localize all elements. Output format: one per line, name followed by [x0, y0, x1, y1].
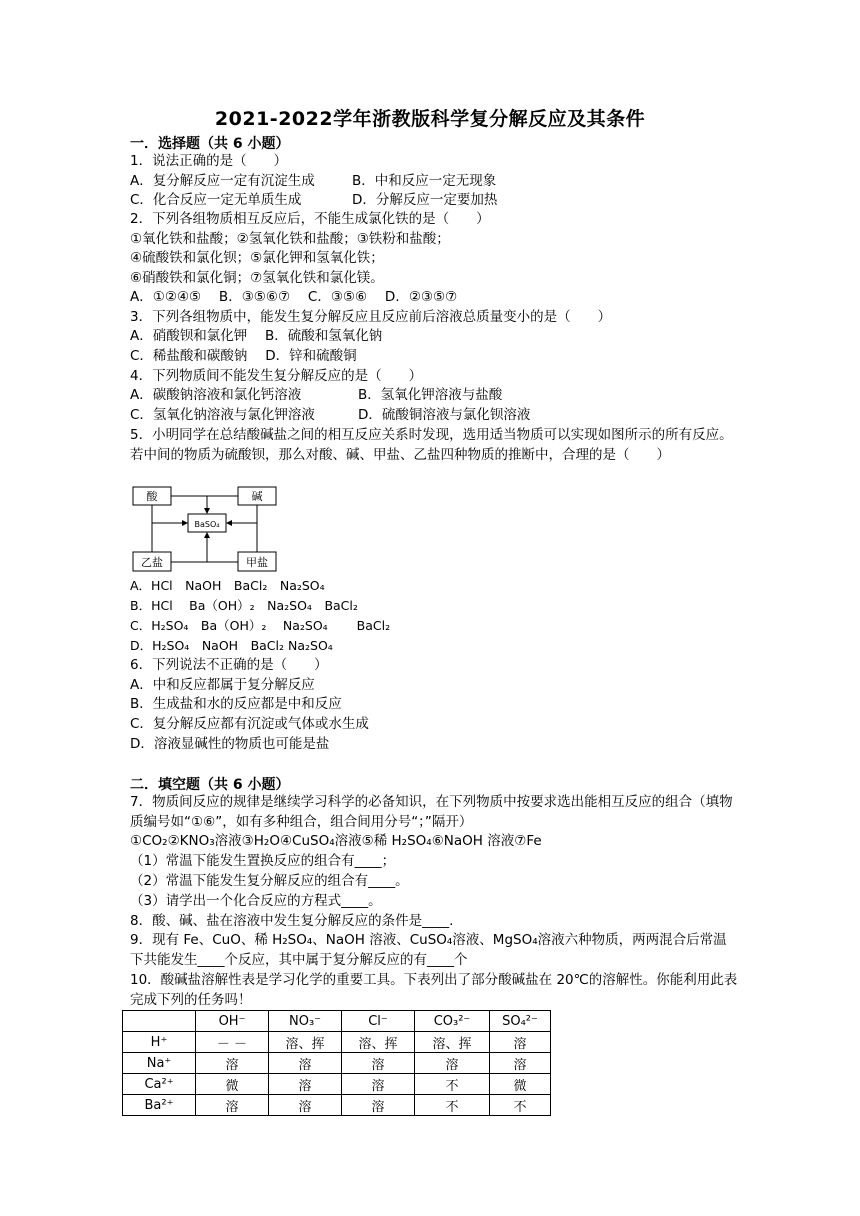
table-cell: 溶 [342, 1095, 415, 1116]
table-cell: 溶 [196, 1095, 269, 1116]
table-row-header: Na⁺ [123, 1053, 196, 1074]
table-header-cell: Cl⁻ [342, 1011, 415, 1032]
table-cell: 微 [196, 1074, 269, 1095]
table-cell: 溶 [490, 1032, 551, 1053]
q2-line-3: ⑥硝酸铁和氯化铜；⑦氢氧化铁和氯化镁。 [130, 270, 384, 286]
q3-options-ab: A．硝酸钡和氯化钾 B．硫酸和氢氧化钠 [130, 328, 383, 344]
section-fill-heading: 二．填空题（共 6 小题） [130, 777, 290, 793]
table-cell: 溶 [342, 1074, 415, 1095]
diagram-label-acid: 酸 [146, 490, 158, 503]
q3-options-cd: C．稀盐酸和碳酸钠 D．锌和硫酸铜 [130, 348, 357, 364]
q10-stem: 10．酸碱盐溶解性表是学习化学的重要工具。下表列出了部分酸碱盐在 20℃的溶解性。你能利用此表完成下列的任务吗！ [130, 972, 738, 1008]
q1-option-d: D．分解反应一定要加热 [352, 192, 498, 208]
q1-option-b: B．中和反应一定无现象 [352, 173, 497, 189]
q6-option-d: D．溶液显碱性的物质也可能是盐 [130, 736, 330, 752]
diagram-label-salt-b: 乙盐 [141, 556, 163, 569]
table-cell: 溶 [269, 1095, 342, 1116]
diagram-label-salt-a: 甲盐 [246, 556, 268, 569]
table-row-header: Ba²⁺ [123, 1095, 196, 1116]
q6-stem: 6．下列说法不正确的是（ ） [130, 657, 328, 673]
diagram-label-base: 碱 [251, 490, 263, 503]
q2-stem: 2．下列各组物质相互反应后，不能生成氯化铁的是（ ） [130, 211, 490, 227]
q6-option-b: B．生成盐和水的反应都是中和反应 [130, 696, 342, 712]
table-row [123, 1095, 551, 1116]
q8-stem: 8．酸、碱、盐在溶液中发生复分解反应的条件是____. [130, 913, 454, 929]
q5-option-b: B．HCl Ba（OH）₂ Na₂SO₄ BaCl₂ [130, 598, 358, 613]
q5-option-a: A．HCl NaOH BaCl₂ Na₂SO₄ [130, 578, 325, 593]
q4-option-b: B．氢氧化钾溶液与盐酸 [358, 387, 503, 403]
q1-option-a: A．复分解反应一定有沉淀生成 [130, 173, 315, 189]
table-cell: 不 [415, 1095, 490, 1116]
q6-option-c: C．复分解反应都有沉淀或气体或水生成 [130, 716, 369, 732]
table-cell [123, 1011, 196, 1032]
table-row-header: Ca²⁺ [123, 1074, 196, 1095]
page-title: 2021-2022学年浙教版科学复分解反应及其条件 [214, 108, 646, 130]
q1-option-c: C．化合反应一定无单质生成 [130, 192, 302, 208]
table-header-cell: NO₃⁻ [269, 1011, 342, 1032]
table-row [123, 1032, 551, 1053]
q2-options: A．①②④⑤ B．③⑤⑥⑦ C．③⑤⑥ D．②③⑤⑦ [130, 289, 458, 305]
q1-stem: 1．说法正确的是（ ） [130, 153, 288, 169]
table-cell: － － [196, 1032, 269, 1053]
q4-stem: 4．下列物质间不能发生复分解反应的是（ ） [130, 368, 423, 384]
table-cell: 溶 [269, 1074, 342, 1095]
table-cell: 溶、挥 [342, 1032, 415, 1053]
reaction-diagram [130, 484, 278, 574]
table-cell: 溶 [196, 1053, 269, 1074]
solubility-table [122, 1010, 551, 1116]
table-row-header: H⁺ [123, 1032, 196, 1053]
table-row [123, 1074, 551, 1095]
q4-option-c: C．氢氧化钠溶液与氯化钾溶液 [130, 407, 315, 423]
q7-part-1: （1）常温下能发生置换反应的组合有____； [130, 853, 396, 869]
q4-option-a: A．碳酸钠溶液和氯化钙溶液 [130, 387, 302, 403]
table-header-cell: CO₃²⁻ [415, 1011, 490, 1032]
q2-line-1: ①氧化铁和盐酸；②氢氧化铁和盐酸；③铁粉和盐酸； [130, 231, 450, 247]
table-row [123, 1053, 551, 1074]
q5-stem: 5．小明同学在总结酸碱盐之间的相互反应关系时发现，选用适当物质可以实现如图所示的所有反应。若中间的物质为硫酸钡，那么对酸、碱、甲盐、乙盐四种物质的推断中，合理的是（ ） [130, 427, 733, 463]
table-cell: 溶、挥 [269, 1032, 342, 1053]
table-header-cell: SO₄²⁻ [490, 1011, 551, 1032]
q3-stem: 3．下列各组物质中，能发生复分解反应且反应前后溶液总质量变小的是（ ） [130, 309, 612, 325]
q9-stem: 9．现有 Fe、CuO、稀 H₂SO₄、NaOH 溶液、CuSO₄溶液、MgSO₄溶液六种物质，两两混合后常温下共能发生____个反应，其中属于复分解反应的有____个 [130, 932, 727, 968]
section-choice-heading: 一．选择题（共 6 小题） [130, 136, 290, 152]
q7-part-3: （3）请学出一个化合反应的方程式____。 [130, 893, 382, 909]
q6-option-a: A．中和反应都属于复分解反应 [130, 677, 315, 693]
q5-option-c: C．H₂SO₄ Ba（OH）₂ Na₂SO₄ BaCl₂ [130, 618, 391, 633]
table-cell: 不 [415, 1074, 490, 1095]
table-cell: 微 [490, 1074, 551, 1095]
table-cell: 溶、挥 [415, 1032, 490, 1053]
q7-substances: ①CO₂②KNO₃溶液③H₂O④CuSO₄溶液⑤稀 H₂SO₄⑥NaOH 溶液⑦Fe [130, 833, 542, 849]
table-cell: 溶 [342, 1053, 415, 1074]
q7-part-2: （2）常温下能发生复分解反应的组合有____。 [130, 873, 409, 889]
table-cell: 溶 [269, 1053, 342, 1074]
table-cell: 溶 [415, 1053, 490, 1074]
q7-stem: 7．物质间反应的规律是继续学习科学的必备知识，在下列物质中按要求选出能相互反应的组合（填物质编号如“①⑥”，如有多种组合，组合间用分号“；”隔开） [130, 794, 733, 830]
table-cell: 溶 [490, 1053, 551, 1074]
table-cell: 不 [490, 1095, 551, 1116]
q4-option-d: D．硫酸铜溶液与氯化钡溶液 [358, 407, 531, 423]
q2-line-2: ④硫酸铁和氯化钡；⑤氯化钾和氢氧化铁； [130, 250, 384, 266]
diagram-label-center: BaSO₄ [194, 520, 220, 529]
table-header-row [123, 1011, 551, 1032]
table-header-cell: OH⁻ [196, 1011, 269, 1032]
q5-option-d: D．H₂SO₄ NaOH BaCl₂ Na₂SO₄ [130, 638, 333, 653]
